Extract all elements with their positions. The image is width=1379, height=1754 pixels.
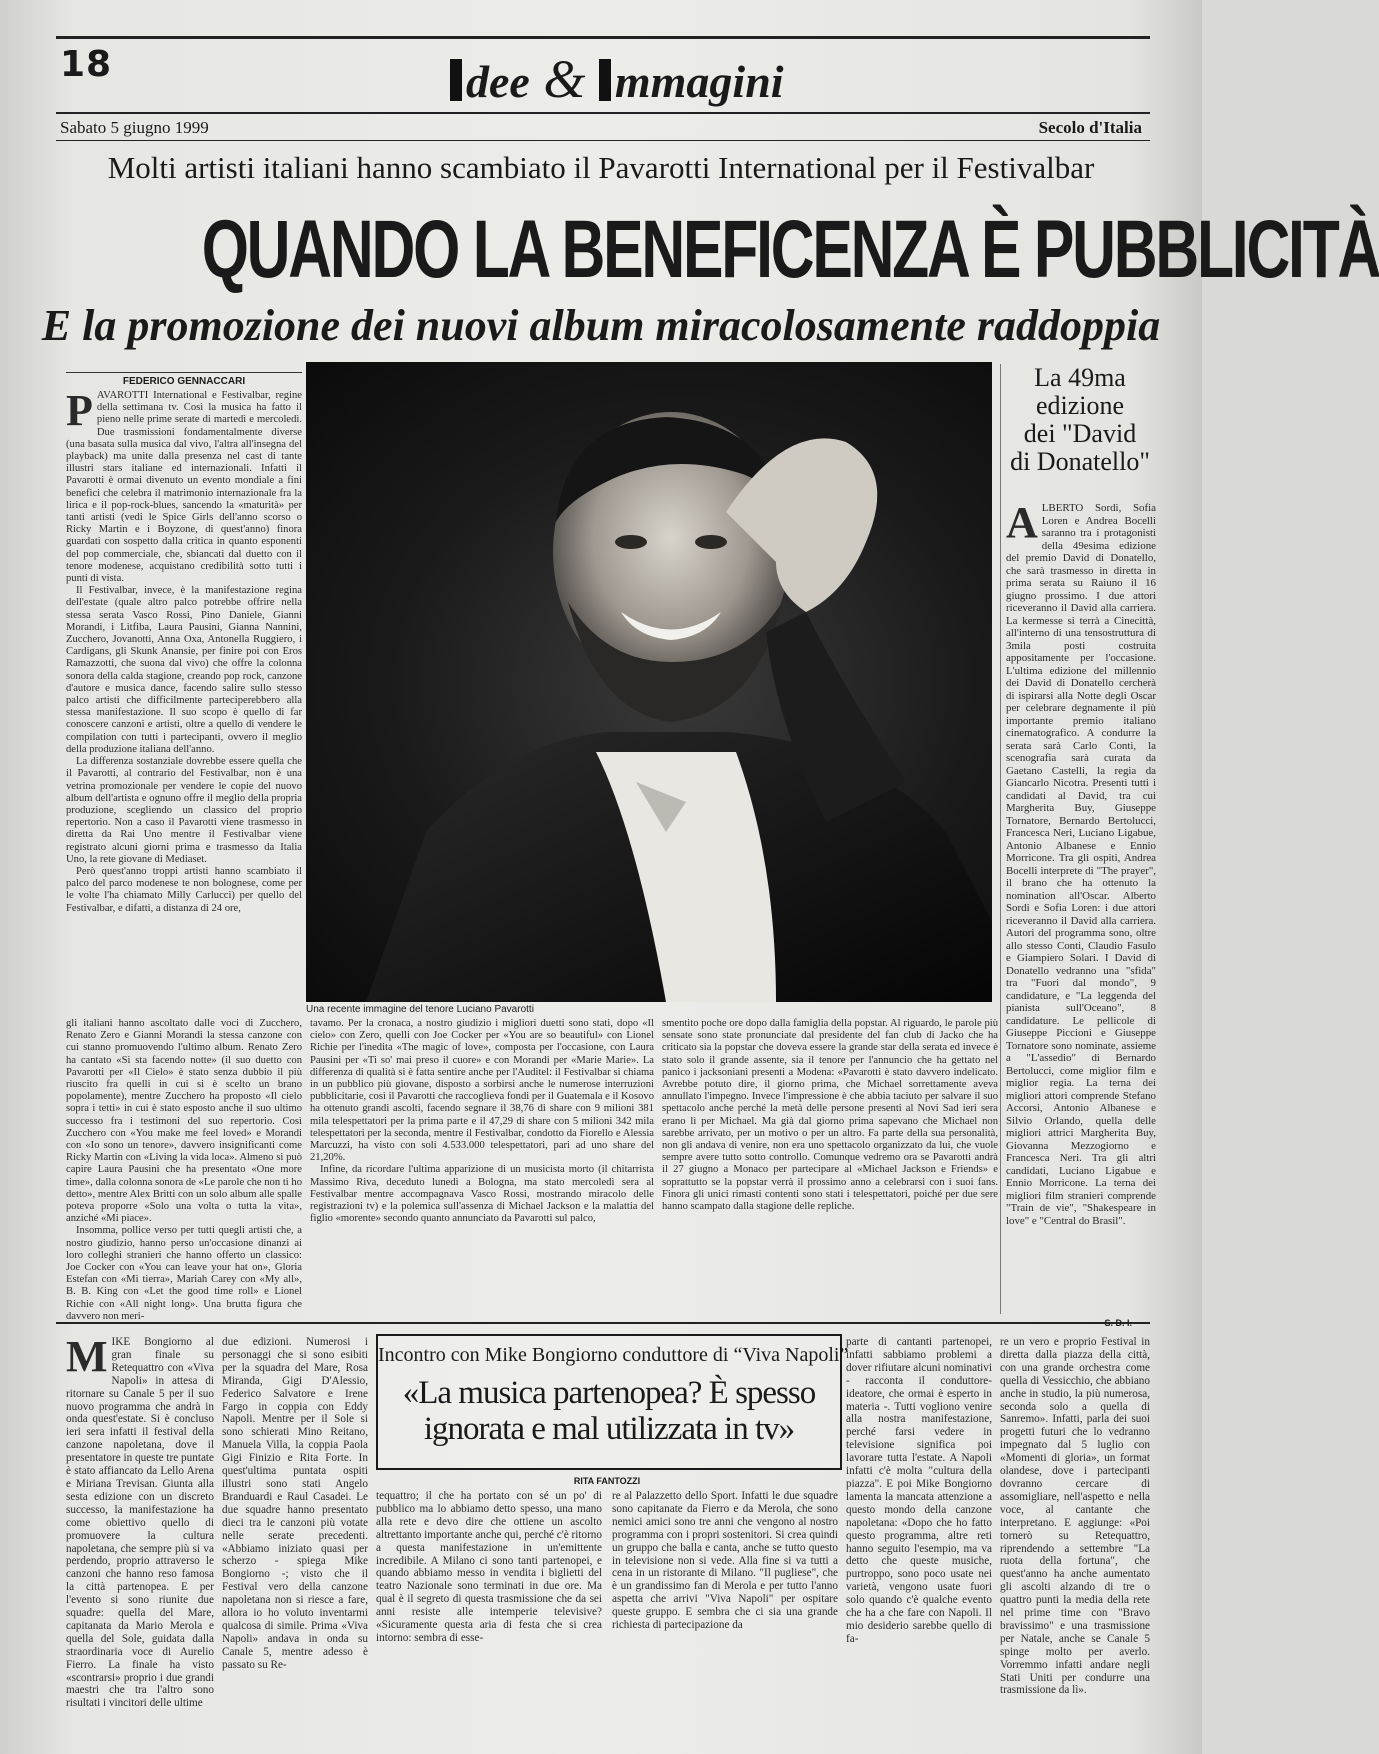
photo-caption: Una recente immagine del tenore Luciano Pavarotti: [306, 1004, 534, 1015]
dropcap: P: [66, 386, 93, 435]
article-subheadline: E la promozione dei nuovi album miracolosamente raddoppia: [41, 301, 1161, 350]
publication-date: Sabato 5 giugno 1999: [60, 118, 209, 137]
article-band-column-3: [662, 1018, 998, 1314]
article-paragraph: gli italiani hanno ascoltato dalle voci di Zucchero, Renato Zero e Gianni Morandi la stessa canzone con cui stanno promuovendo l'ultimo album. Renato Zero ha cantato «Si sta facendo notte» (il suo duetto con Pavarotti per «Il Cielo» è stato senza dubbio il più riuscito fra quelli in cui si è scelto un brano popolamente), mentre Zucchero ha proposto «Il cielo sopra i tetti» in cui è stato esposto anche il suo ultimo successo fra i testimoni del suo repertorio. Così Zucchero con «You make me feel loved» e Morandi con «Io sono un tenore», davvero insignificanti come Ricky Martin con «Living la vida loca». Almeno si può capire Laura Pausini che ha presentato «One more time», dalla colonna sonora de «Le parole che non ti ho detto», mentre Alex Britti con un solo album alle spalle poteva proporre «Solo una volta o tutta la vita», anziché «Mi piace».: [66, 1018, 302, 1225]
section-title: [450, 48, 784, 110]
article-paragraph: tavamo. Per la cronaca, a nostro giudizio i migliori duetti sono stati, dopo «Il cielo» con Zero, quelli con Joe Cocker per «You are so beautiful» con Lionel Richie per l'inedita «The magic of love», composta per l'occasione, con Laura Pausini per «Ti so' mai preso il cuore» e con Morandi per «Marie Marie». La differenza di qualità si è fatta sentire anche per l'Auditel: il Festivalbar si chiama in un pubblico più giovane, disposto a sorbirsi anche le numerose interruzioni pubblicitarie, così il Pavarotti che raccoglieva fondi per il Guatemala e il Kosovo ha ottenuto grandi ascolti, facendo segnare il 38,76 di share con 9 milioni 381 mila telespettatori per la prima parte e il 47,29 di share con 5 milioni 342 mila telespettatori per la seconda, mentre il Festivalbar, condotto da Fiorello e Alessia Marcuzzi, ha visto con soli 4.533.000 telespettatori, pari ad uno share del 21,20%.: [310, 1018, 654, 1164]
interview-column-5: [846, 1336, 992, 1740]
section-amp: &: [543, 49, 586, 109]
sidebar-title-line: dei "David: [1023, 419, 1137, 448]
photo-illustration: [306, 362, 992, 1002]
article-kicker: Molti artisti italiani hanno scambiato il Pavarotti International per il Festivalbar: [107, 150, 1095, 185]
article-paragraph: La differenza sostanziale dovrebbe essere quella che il Pavarotti, al contrario del Festivalbar, non è una vetrina promozionale per vendere le copie del nuovo album dell'artista e ognuno offre il meglio della propria produzione, scegliendo un classico del proprio repertorio. Non a caso il Pavarotti viene trasmesso in diretta da Rai Uno mentre il Festivalbar viene registrato alcuni giorni prima e trasmesso da Italia Uno, la rete giovane di Mediaset.: [66, 756, 302, 865]
section-initial-bar-2: [599, 59, 611, 101]
article-band-column-1: [66, 1018, 302, 1322]
sidebar-dropcap: A: [1006, 498, 1038, 547]
article-paragraph: Però quest'anno troppi artisti hanno scambiato il palco del parco modenese te non bolognese, come per le volte l'ha chiamato Milly Carlucci) per quello del Festivalbar, e difatti, a distanza di 24 ore,: [66, 865, 302, 914]
section-rule: [56, 1322, 1150, 1324]
article-paragraph: Infine, da ricordare l'ultima apparizione di un musicista morto (il chitarrista Massimo Riva, deceduto lunedì a Bologna, ma stato mercoledì sera al Festivalbar mentre accompagnava Vasco Rossi, mostrando miracolo delle registrazioni tv) e la polemica sull'assenza di Michael Jackson e la malattia del figlio «morente» secondo quanto annunciato da Pavarotti sul palco,: [310, 1164, 654, 1225]
interview-column-2: [222, 1336, 368, 1740]
sidebar-paragraph: LBERTO Sordi, Sofia Loren e Andrea Bocelli saranno tra i protagonisti della 49esima edizione del premio David di Donatello, che sarà trasmesso in diretta in prima serata su Raiuno il 16 giugno prossimo. I due attori riceveranno il David alla carriera. La kermesse si terrà a Cinecittà, all'interno di una tensostruttura di 3mila posti costruita appositamente per l'occasione. L'ultima edizione del millennio dei David di Donatello cercherà di ispirarsi alla Notte degli Oscar per celebrare degnamente il più importante premio italiano cinematografico. A condurre la serata sarà Carlo Conti, la scenografia sarà curata da Gaetano Castelli, la regia da Giancarlo Nicotra. Presenti tutti i candidati al David, tra cui Margherita Buy, Giuseppe Tornatore, Bernardo Bertolucci, Francesca Neri, Luciano Ligabue, Antonio Albanese e Ennio Morricone. Tra gli ospiti, Andrea Bocelli interprete di "The prayer", il brano che ha ottenuto la nomination all'Oscar. Alberto Sordi e Sofia Loren: i due attori riceveranno il David alla carriera. Autori del programma sono, oltre allo stesso Conti, Claudio Fasulo e Giampiero Solari. I David di Donatello vedranno una "sfida" tra "Fuori dal mondo", 9 candidature, e "La leggenda del pianista sull'Oceano", 8 candidature. Le pellicole di Giuseppe Piccioni e Giuseppe Tornatore sono nominate, assieme a "L'assedio" di Bernardo Bertolucci, come miglior film e miglior regia. La terna dei migliori attori comprende Stefano Accorsi, Antonio Albanese e Silvio Orlando, quella delle migliori attrici Margherita Buy, Giovanna Mezzogiorno e Francesca Neri. Tra gli altri candidati, Luciano Ligabue e Ennio Morricone. La terna dei migliori film stranieri comprende "Train de vie", "Shakespeare in love" e "Central do Brasil".: [1006, 502, 1156, 1227]
article-paragraph: Il Festivalbar, invece, è la manifestazione regina dell'estate (quale altro palco potrebbe offrire nella stessa serata Vasco Rossi, Pino Daniele, Gianni Morandi, i Litfiba, Laura Pausini, Gianna Nannini, Zucchero, Jovanotti, Anna Oxa, Antonella Ruggiero, i Cardigans, gli Skunk Anansie, per finire poi con Eros Ramazzotti, che suona dal vivo) che offre la colonna sonora della calda stagione, creando pop rock, canzone d'autore e musica dance, facendo salire sullo stesso palco artisti che difficilmente parteciperebbero alla stessa manifestazione. Il suo scopo è quello di far conoscere canzoni e artisti, oltre a quello di vendere le compilation con tutti i partecipanti, ovvero il meglio della produzione italiana dell'anno.: [66, 585, 302, 755]
pavarotti-photo: [306, 362, 992, 1002]
article-column-1: [66, 386, 302, 1010]
header-rule: [56, 112, 1150, 114]
interview-paragraph: tequattro; il che ha portato con sé un po' di pubblico ma lo abbiamo detto spesso, una mano alla rete e devo dire che ottiene un ascolto altrettanto importante anche qui, perché c'è ritorno a questa manifestazione in un'emittente incredibile. A Milano ci sono tanti partenopei, e quando abbiamo messo in vendita i biglietti del teatro Nazionale sono terminati in due ore. Ma qual è il segreto di questa trasmissione che da sei anni resiste alle intemperie televisive? «Sicuramente questa aria di festa che si crea intorno: sembra di esse-: [376, 1490, 602, 1644]
section-initial-bar: [450, 59, 462, 101]
sidebar-column: [1006, 498, 1156, 1316]
article-paragraph: Insomma, pollice verso per tutti quegli artisti che, a nostro giudizio, hanno perso un'occasione dinanzi ai loro colleghi stranieri che hanno offerto un classico: Joe Cocker con «You can leave your hat on», Gloria Estefan con «Mi tierra», Mariah Carey con «My all», B. B. King con «Let the good time roll» e Lionel Richie con «All night long». Una brutta figura che davvero non meri-: [66, 1225, 302, 1322]
header-rule-2: [56, 140, 1150, 141]
interview-kicker: Incontro con Mike Bongiorno conduttore di “Viva Napoli”: [378, 1344, 849, 1366]
article-headline: QUANDO LA BENEFICENZA È PUBBLICITÀ: [201, 204, 1379, 295]
interview-paragraph: parte di cantanti partenopei, infatti sabbiamo problemi a dover rifiutare alcuni nominativi - racconta il conduttore-ideatore, che ormai è esperto in materia -. Tutti vogliono venire alla nostra manifestazione, perché farsi vedere in televisione significa poi lavorare tutta l'estate. A Napoli infatti c'è molta "cultura della piazza". E poi Mike Bongiorno lamenta la mancata attenzione a questo mondo della canzone napoletana: «Dopo che ho fatto questo programma, altre reti hanno seguito l'esempio, ma va detto che queste musiche, purtroppo, sono poco usate nei varietà, vengono usate fuori solo quando c'è qualche evento che ha a che fare con Napoli. Il mio desiderio sarebbe quello di fa-: [846, 1336, 992, 1645]
interview-column-4: [612, 1490, 838, 1740]
article-paragraph: AVAROTTI International e Festivalbar, regine della settimana tv. Così la musica ha fatto il pieno nelle prime serate di martedì e mercoledì. Due trasmissioni fondamentalmente diverse (una basata sulla musica dal vivo, l'altra all'insegna del playback) ma unite dalla presenza nel cast di tante illustri stars italiane ed internazionali. Infatti il Pavarotti è ormai divenuto un evento mondiale a fini benefici che celebra il matrimonio internazionale fra la lirica e il pop-rock-blues, sancendo la «maturità» per tanti artisti (vedi le Spice Girls dell'anno scorso o Ricky Martin e i Boyzone, di quest'anno) finora guardati con sospetto dalla critica in quanto esponenti del pop commerciale, che, sbiancati dal duetto con il tenore modenese, acquistano credibilità sotto tutti i punti di vista.: [66, 390, 302, 585]
interview-byline: RITA FANTOZZI: [573, 1476, 641, 1486]
sidebar-title-line: di Donatello": [1010, 447, 1150, 476]
interview-paragraph: due edizioni. Numerosi i personaggi che si sono esibiti per la squadra del Mare, Rosa Miranda, Gigi D'Alessio, Federico Salvatore e Irene Fargo in coppia con Eddy Napoli. Mentre per il Sole si sono schierati Mino Reitano, Manuela Villa, la coppia Paola Gigi Finizio e Rita Forte. In quest'ultima puntata ospiti illustri sono stati Angelo Branduardi e Raul Casadei. Le due squadre hanno presentato dieci tra le canzoni più votate nelle serate precedenti. «Abbiamo iniziato quasi per scherzo - spiega Mike Bongiorno -; visto che il Festival vero della canzone napoletana non si riesce a fare, allora io ho voluto inventarmi qualcosa di simile. Prima «Viva Napoli» andava in onda su Canale 5, mentre adesso è passato su Re-: [222, 1336, 368, 1671]
top-rule: [56, 36, 1150, 39]
interview-column-3: [376, 1490, 602, 1740]
page-number: 18: [60, 44, 113, 85]
article-byline: FEDERICO GENNACCARI: [66, 372, 302, 387]
interview-column-1: [66, 1332, 214, 1740]
sidebar-title: [1000, 364, 1160, 476]
article-band-column-2: [310, 1018, 654, 1314]
interview-column-6: [1000, 1336, 1150, 1740]
interview-paragraph: re al Palazzetto dello Sport. Infatti le due squadre sono capitanate da Fierro e da Merola, che sono nemici amici sono tre anni che vengono al nostro programma con i propri sostenitori. Si crea quindi un gruppo che balla e canta, anche se tutto questo in televisione non si vede. Alla fine si va tutti a cena in un ristorante di Milano. "Il pugliese", che è un grandissimo fan di Merola e per tutto l'anno aspetta che arrivi "Viva Napoli" per ospitare queste gruppo. E sembra che ci sia una grande richiesta di partecipazione da: [612, 1490, 838, 1632]
sidebar-title-line: La 49ma: [1034, 363, 1126, 392]
sidebar-divider: [1000, 364, 1001, 1314]
interview-paragraph: IKE Bongiorno al gran finale su Retequattro con «Viva Napoli» in attesa di ritornare su Canale 5 per il suo nuovo programma che andrà in onda quest'estate. Si è concluso ieri sera infatti il festival della canzone napoletana, dove il presentatore in queste tre puntate è stato affiancato da Lello Arena e Miriana Trevisan. Giunta alla sesta edizione con un discreto successo, la manifestazione ha come obiettivo quello di promuovere la cultura napoletana, che sempre più si va perdendo, proprio attraverso le canzoni che hanno reso famosa la città partenopea. E per l'evento si sono riunite due squadre: quella del Mare, capitanata da Mario Merola e quella del Sole, guidata dalla straordinaria voce di Aurelio Fierro. La finale ha visto «scontrarsi» proprio i due grandi maestri che tra l'altro sono risultati i vincitori delle ultime: [66, 1336, 214, 1710]
section-part2: mmagini: [614, 56, 784, 107]
publication-name: Secolo d'Italia: [1038, 118, 1142, 137]
sidebar-title-line: edizione: [1035, 391, 1125, 420]
interview-paragraph: re un vero e proprio Festival in diretta dalla piazza della città, con una grande orchestra come quella di Vessicchio, che abbiano anche in studio, la più numerosa, seconda solo a quella di Sanremo». Infatti, parla dei suoi progetti futuri che lo vedranno impegnato dal 5 luglio con «Momenti di gloria», un format olandese, dove i partecipanti dovranno cercare di assomigliare, nell'aspetto e nella voce, al cantante che interpretano. E aggiunge: «Poi tornerò su Retequattro, riprendendo a settembre "La ruota della fortuna", che quest'anno ha anche aumentato gli ascolti alzando di tre o quattro punti la media della rete nel prime time con "Bravo bravissimo" e una trasmissione per Natale, anche se Canale 5 spinge molto per averlo. Vorremmo infatti andare negli Stati Uniti per condurre una trasmissione da lì».: [1000, 1336, 1150, 1697]
section-part1: dee: [466, 56, 530, 107]
article-paragraph: smentito poche ore dopo dalla famiglia della popstar. Al riguardo, le parole più sensate sono state pronunciate dal presidente del fan club di Jacko che ha criticato sia la popstar che doveva essere la grande star della serata ed invece è stato solo il grande assente, sia il tenore per l'annuncio che ha gettato nel panico i jacksoniani presenti a Modena: «Pavarotti è stato davvero indelicato. Avrebbe potuto dire, il giorno prima, che Michael sorrettamente aveva annullato l'impegno. Invece l'impressione è che abbia taciuto per salvare il suo spettacolo anche perché la metà delle persone presenti al Novi Sad ieri sera erano lì per Michael. Ma già dal giorno prima sapevano che Michael non sarebbe arrivato, per un motivo o per un altro. Fa parte della sua personalità, non gli andava di venire, non era uno spettacolo organizzato da lui, che vuole sempre avere tutto sotto controllo. Comunque vedremo ora se Pavarotti andrà il 27 giugno a Monaco per partecipare al «Michael Jackson e Friends» e soprattutto se la popstar verrà il prossimo anno a celebrarsi con i suoi fans. Finora gli unici rimasti contenti sono stati i telespettatori, poiché per due sere hanno scampato dalla stagione delle repliche.: [662, 1018, 998, 1213]
interview-title: «La musica partenopea? È spesso ignorata e mal utilizzata in tv»: [402, 1375, 816, 1447]
interview-title-box: [376, 1334, 849, 1470]
interview-dropcap: M: [66, 1332, 108, 1381]
